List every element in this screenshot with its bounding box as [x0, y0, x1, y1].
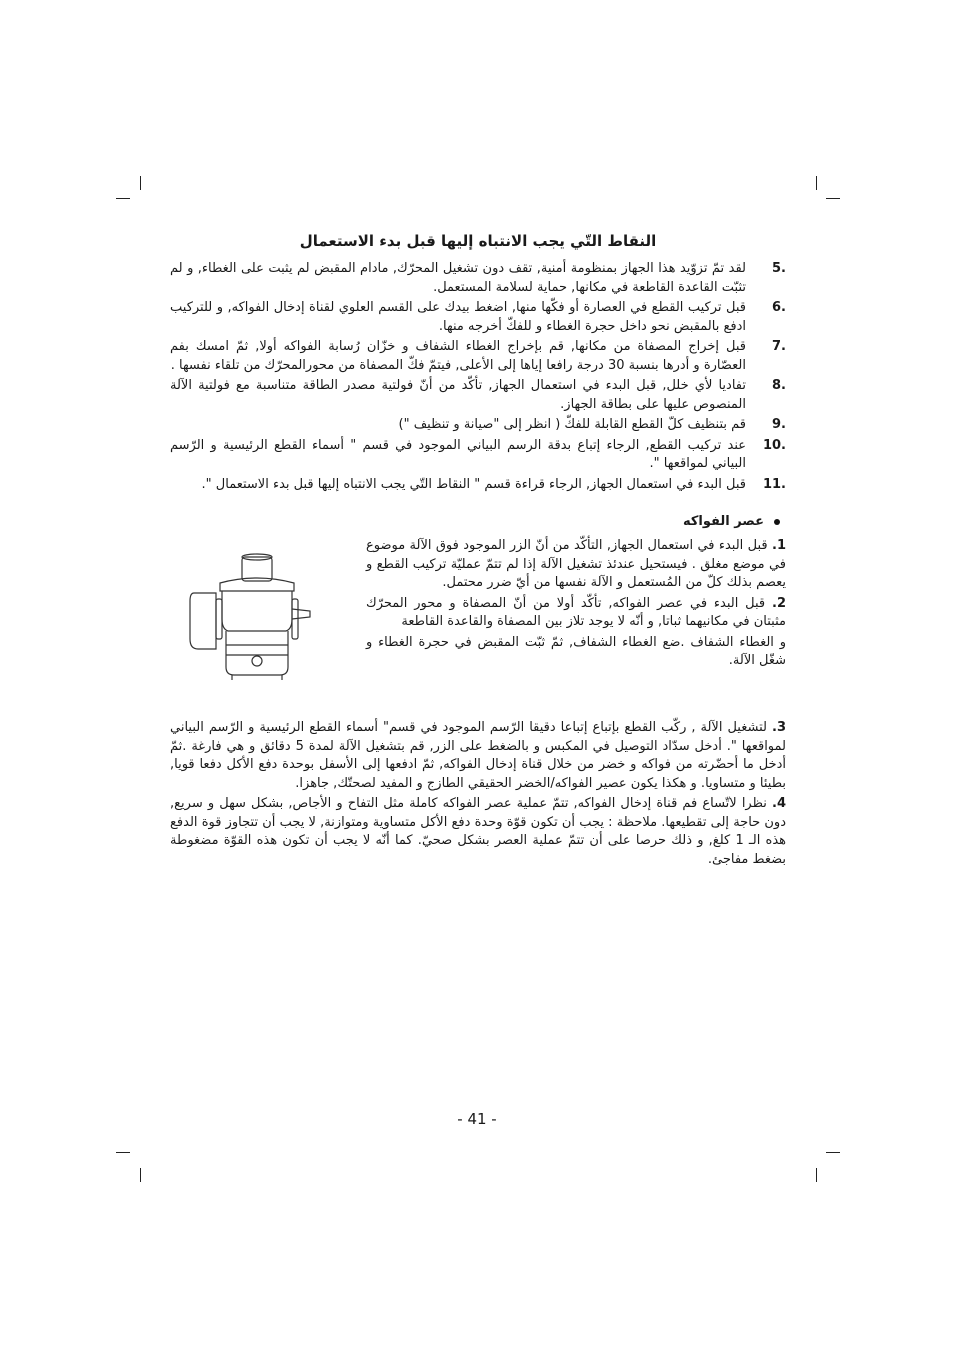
rules-list: [170, 260, 786, 494]
item-number: .7: [772, 339, 786, 354]
paragraph: 3. لتشغيل الآلة , ركّب القطع بإتباع إتباعا دقيقا الرّسم الموجود في قسم" أسماء القطع الرئيسية و الرّسم البياني لمواقعها ". أدخل سدّاد التوصيل في المكبس و بالضغط على الزر, قم بتشغيل الآلة لمدة 5 دقائق و هي فارغة .ثمّ أدخل ما أحضّرته من فواكه و خضر من خلال قناة إدخال الفواكه, ثمّ ادفعها إلى الأسفل بوحدة دفع الأكل دفعا قويا, بطيئا و متساويا. و هكذا يكون عصير الفواكه/الخضر الحقيقي الطازج و المفيد لصحتّك, جاهزا.: [170, 720, 786, 791]
list-item: و الغطاء الشفاف .ضع الغطاء الشفاف, ثمّ ثبّت المقبض في حجرة الغطاء و شغّل الآلة.: [366, 634, 786, 668]
item-text: عند تركيب القطع, الرجاء إتباع بدقة الرسم البياني الموجود في قسم " أسماء القطع الرئيسية و الرّسم البياني لمواقعها ".: [170, 437, 746, 471]
bullet-icon: [774, 519, 780, 525]
item-text: تفاديا لأي خلل, قبل البدء في استعمال الجهاز, تأكّد من أنّ فولتية مصدر الطاقة متناسبة مع فولتية الآلة المنصوص عليها على بطاقة الجهاز.: [170, 378, 746, 412]
juicing-heading: عصر الفواكه: [192, 514, 786, 529]
crop-mark: [140, 176, 141, 190]
juicing-text: [366, 537, 786, 673]
list-item: [170, 416, 786, 435]
item-text: قم بتنظيف كلّ القطع القابلة للفكّ ( انظر إلى "صيانة و تنظيف "): [398, 417, 746, 432]
list-item: [170, 476, 786, 495]
list-item: 2. قبل البدء في عصر الفواكه, تأكّد أولا من أنّ المصفاة و محور المحرّك مثبتان في مكانيهما ثباتا, و أنّه لا يوجد تلاز بين المصفاة والقاعدة القاطعة: [366, 595, 786, 629]
list-item: [170, 377, 786, 414]
crop-mark: [826, 1152, 840, 1153]
list-item: [170, 299, 786, 336]
crop-mark: [116, 198, 130, 199]
list-item: [170, 260, 786, 297]
list-item: [170, 338, 786, 375]
item-text: لقد تمّ تزوّيد هذا الجهاز بمنظومة أمنية, تقف دون تشغيل المحرّك, مادام المقبض لم يثبت على الغطاء, و لم تثبّت القاعدة القاطعة في مكانها, حماية لسلامة المستعمل.: [170, 261, 746, 295]
item-number: .10: [762, 437, 786, 453]
list-item: 1. قبل البدء في استعمال الجهاز, التأكّد من أنّ الزر الموجود فوق الآلة موضوع في موضع مغلق . فيستحيل عندئذ تشغيل الآلة إذا لم تتمّ عمليّة تركيب القطع و يعصم بذلك كلّ من المُستعمل و الآلة نفسها من أيّ ضرر محتمل.: [366, 538, 786, 590]
crop-mark: [140, 1168, 141, 1182]
item-text: قبل تركيب القطع في العصارة أو فكّها منها, اضغط بيدك على القسم العلوي لقناة إدخال الفواكه, و للتركيب ادفع بالمقبض نحو داخل حجرة الغطاء و للفكّ أخرجه منها.: [170, 300, 746, 334]
item-number: .9: [772, 417, 786, 432]
crop-mark: [116, 1152, 130, 1153]
paragraph: 4. نظرا لاتّساع فم قناة إدخال الفواكه, تتمّ عملية عصر الفواكه كاملة مثل التفاح و الأجاص, بشكل سهل و سريع, دون حاجة إلى تقطيعها. ملاحظة : يجب أن تكون قوّة وحدة دفع الأكل متساوية ومتوازنة, لا يجب أن تتجاوز قوة الدفع هذه الـ 1 كلغ, و ذلك حرصا على أن تتمّ عملية العصر بشكل صحيّ. كما أنّه لا يجب أن تكون هذه القوّة مضغوطة بضغط مفاجئ.: [170, 796, 786, 867]
juicing-section: [170, 537, 786, 689]
list-item: [170, 437, 786, 474]
crop-mark: [826, 198, 840, 199]
item-text: قبل إخراج المصفاة من مكانها, قم بإخراج الغطاء الشفاف و خزّان رُسابة الفواكه أولا, ثمّ امسك بفم العصّارة و أدرها بنسبة 30 درجة رافعا إياها إلى الأعلى, فيتمّ فكّ المصفاة من محورالمحرّك من تلقاء نفسها .: [170, 339, 746, 373]
juicer-illustration-icon: [176, 549, 346, 689]
manual-page: [170, 228, 786, 871]
crop-mark: [816, 1168, 817, 1182]
crop-mark: [816, 176, 817, 190]
section-title: النقاط التّي يجب الانتباه إليها قبل بدء الاستعمال: [299, 232, 657, 250]
item-number: .5: [772, 261, 786, 276]
page-number: - 41 -: [457, 1110, 497, 1128]
item-number: .11: [762, 476, 786, 492]
item-number: .6: [772, 300, 786, 315]
item-number: .8: [772, 378, 786, 393]
item-text: قبل البدء في استعمال الجهاز, الرجاء قراءة قسم " النقاط التّي يجب الانتباه إليها قبل بدء الاستعمال ".: [201, 476, 746, 492]
